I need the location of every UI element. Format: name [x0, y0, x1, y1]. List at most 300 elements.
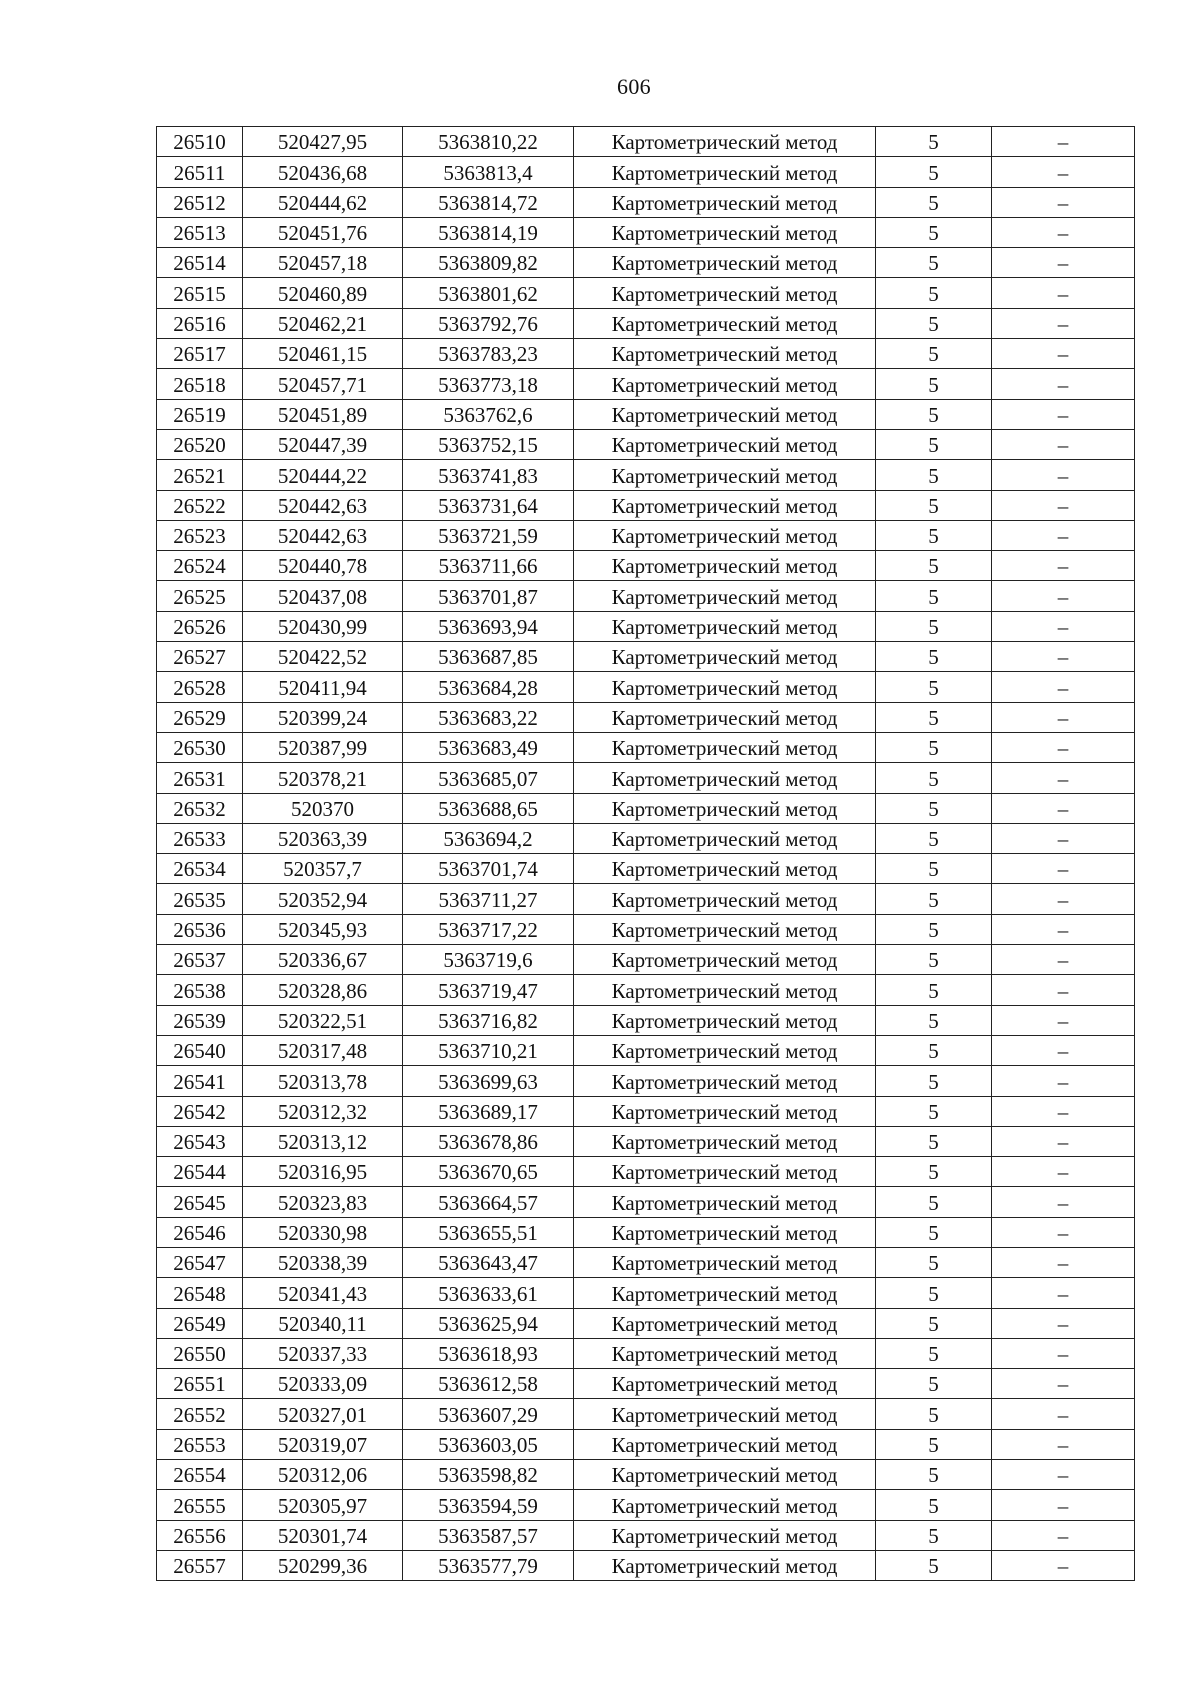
description-cell: – [992, 1550, 1135, 1580]
table-row [157, 884, 1135, 914]
y-coordinate-cell: 5363678,86 [403, 1126, 574, 1156]
description-cell: – [992, 1369, 1135, 1399]
method-cell: Картометрический метод [574, 490, 876, 520]
description-cell: – [992, 1157, 1135, 1187]
precision-cell: 5 [876, 884, 992, 914]
method-cell: Картометрический метод [574, 1308, 876, 1338]
point-number-cell: 26538 [157, 975, 243, 1005]
precision-cell: 5 [876, 157, 992, 187]
x-coordinate-cell: 520427,95 [243, 127, 403, 157]
x-coordinate-cell: 520330,98 [243, 1217, 403, 1247]
description-cell: – [992, 763, 1135, 793]
x-coordinate-cell: 520327,01 [243, 1399, 403, 1429]
method-cell: Картометрический метод [574, 1429, 876, 1459]
method-cell: Картометрический метод [574, 1187, 876, 1217]
y-coordinate-cell: 5363717,22 [403, 914, 574, 944]
table-row [157, 460, 1135, 490]
point-number-cell: 26549 [157, 1308, 243, 1338]
point-number-cell: 26534 [157, 854, 243, 884]
precision-cell: 5 [876, 278, 992, 308]
table-row [157, 1550, 1135, 1580]
method-cell: Картометрический метод [574, 248, 876, 278]
method-cell: Картометрический метод [574, 581, 876, 611]
x-coordinate-cell: 520299,36 [243, 1550, 403, 1580]
point-number-cell: 26543 [157, 1126, 243, 1156]
point-number-cell: 26545 [157, 1187, 243, 1217]
method-cell: Картометрический метод [574, 1126, 876, 1156]
description-cell: – [992, 187, 1135, 217]
precision-cell: 5 [876, 460, 992, 490]
description-cell: – [992, 490, 1135, 520]
table-row [157, 1490, 1135, 1520]
y-coordinate-cell: 5363701,74 [403, 854, 574, 884]
precision-cell: 5 [876, 520, 992, 550]
x-coordinate-cell: 520442,63 [243, 490, 403, 520]
method-cell: Картометрический метод [574, 732, 876, 762]
table-row [157, 1429, 1135, 1459]
x-coordinate-cell: 520370 [243, 793, 403, 823]
method-cell: Картометрический метод [574, 1460, 876, 1490]
description-cell: – [992, 520, 1135, 550]
description-cell: – [992, 157, 1135, 187]
x-coordinate-cell: 520341,43 [243, 1278, 403, 1308]
table-row [157, 399, 1135, 429]
x-coordinate-cell: 520312,06 [243, 1460, 403, 1490]
description-cell: – [992, 217, 1135, 247]
method-cell: Картометрический метод [574, 187, 876, 217]
description-cell: – [992, 914, 1135, 944]
point-number-cell: 26539 [157, 1005, 243, 1035]
table-row [157, 429, 1135, 459]
method-cell: Картометрический метод [574, 1035, 876, 1065]
x-coordinate-cell: 520387,99 [243, 732, 403, 762]
method-cell: Картометрический метод [574, 460, 876, 490]
y-coordinate-cell: 5363594,59 [403, 1490, 574, 1520]
table-row [157, 763, 1135, 793]
description-cell: – [992, 884, 1135, 914]
table-row [157, 1217, 1135, 1247]
method-cell: Картометрический метод [574, 884, 876, 914]
table-row [157, 823, 1135, 853]
precision-cell: 5 [876, 945, 992, 975]
description-cell: – [992, 1005, 1135, 1035]
table-row [157, 793, 1135, 823]
method-cell: Картометрический метод [574, 945, 876, 975]
table-row [157, 520, 1135, 550]
table-row [157, 339, 1135, 369]
precision-cell: 5 [876, 551, 992, 581]
description-cell: – [992, 369, 1135, 399]
table-row [157, 1278, 1135, 1308]
y-coordinate-cell: 5363683,22 [403, 702, 574, 732]
point-number-cell: 26540 [157, 1035, 243, 1065]
page-number: 606 [617, 74, 651, 99]
description-cell: – [992, 551, 1135, 581]
y-coordinate-cell: 5363719,6 [403, 945, 574, 975]
y-coordinate-cell: 5363719,47 [403, 975, 574, 1005]
point-number-cell: 26521 [157, 460, 243, 490]
method-cell: Картометрический метод [574, 975, 876, 1005]
y-coordinate-cell: 5363607,29 [403, 1399, 574, 1429]
y-coordinate-cell: 5363809,82 [403, 248, 574, 278]
x-coordinate-cell: 520430,99 [243, 611, 403, 641]
y-coordinate-cell: 5363655,51 [403, 1217, 574, 1247]
method-cell: Картометрический метод [574, 1369, 876, 1399]
x-coordinate-cell: 520319,07 [243, 1429, 403, 1459]
point-number-cell: 26544 [157, 1157, 243, 1187]
precision-cell: 5 [876, 429, 992, 459]
point-number-cell: 26515 [157, 278, 243, 308]
y-coordinate-cell: 5363693,94 [403, 611, 574, 641]
precision-cell: 5 [876, 914, 992, 944]
y-coordinate-cell: 5363618,93 [403, 1338, 574, 1368]
method-cell: Картометрический метод [574, 672, 876, 702]
y-coordinate-cell: 5363731,64 [403, 490, 574, 520]
precision-cell: 5 [876, 399, 992, 429]
method-cell: Картометрический метод [574, 127, 876, 157]
description-cell: – [992, 127, 1135, 157]
precision-cell: 5 [876, 1369, 992, 1399]
y-coordinate-cell: 5363814,19 [403, 217, 574, 247]
precision-cell: 5 [876, 1066, 992, 1096]
description-cell: – [992, 1247, 1135, 1277]
y-coordinate-cell: 5363710,21 [403, 1035, 574, 1065]
x-coordinate-cell: 520437,08 [243, 581, 403, 611]
table-row [157, 490, 1135, 520]
description-cell: – [992, 1399, 1135, 1429]
point-number-cell: 26555 [157, 1490, 243, 1520]
precision-cell: 5 [876, 1278, 992, 1308]
method-cell: Картометрический метод [574, 854, 876, 884]
coordinates-table [156, 126, 1135, 1581]
method-cell: Картометрический метод [574, 1490, 876, 1520]
method-cell: Картометрический метод [574, 339, 876, 369]
y-coordinate-cell: 5363721,59 [403, 520, 574, 550]
description-cell: – [992, 399, 1135, 429]
x-coordinate-cell: 520345,93 [243, 914, 403, 944]
method-cell: Картометрический метод [574, 551, 876, 581]
x-coordinate-cell: 520317,48 [243, 1035, 403, 1065]
x-coordinate-cell: 520444,22 [243, 460, 403, 490]
description-cell: – [992, 278, 1135, 308]
precision-cell: 5 [876, 1126, 992, 1156]
precision-cell: 5 [876, 1247, 992, 1277]
table-row [157, 308, 1135, 338]
method-cell: Картометрический метод [574, 369, 876, 399]
precision-cell: 5 [876, 1187, 992, 1217]
x-coordinate-cell: 520451,89 [243, 399, 403, 429]
point-number-cell: 26548 [157, 1278, 243, 1308]
point-number-cell: 26524 [157, 551, 243, 581]
coordinates-table-body [157, 127, 1135, 1581]
precision-cell: 5 [876, 127, 992, 157]
precision-cell: 5 [876, 1460, 992, 1490]
point-number-cell: 26530 [157, 732, 243, 762]
method-cell: Картометрический метод [574, 914, 876, 944]
description-cell: – [992, 248, 1135, 278]
description-cell: – [992, 308, 1135, 338]
precision-cell: 5 [876, 793, 992, 823]
x-coordinate-cell: 520447,39 [243, 429, 403, 459]
table-row [157, 369, 1135, 399]
point-number-cell: 26547 [157, 1247, 243, 1277]
x-coordinate-cell: 520336,67 [243, 945, 403, 975]
x-coordinate-cell: 520313,78 [243, 1066, 403, 1096]
point-number-cell: 26546 [157, 1217, 243, 1247]
y-coordinate-cell: 5363643,47 [403, 1247, 574, 1277]
x-coordinate-cell: 520340,11 [243, 1308, 403, 1338]
table-row [157, 975, 1135, 1005]
point-number-cell: 26514 [157, 248, 243, 278]
table-row [157, 1126, 1135, 1156]
point-number-cell: 26519 [157, 399, 243, 429]
precision-cell: 5 [876, 248, 992, 278]
y-coordinate-cell: 5363711,27 [403, 884, 574, 914]
table-row [157, 581, 1135, 611]
table-row [157, 732, 1135, 762]
point-number-cell: 26552 [157, 1399, 243, 1429]
x-coordinate-cell: 520399,24 [243, 702, 403, 732]
y-coordinate-cell: 5363670,65 [403, 1157, 574, 1187]
x-coordinate-cell: 520338,39 [243, 1247, 403, 1277]
description-cell: – [992, 1217, 1135, 1247]
point-number-cell: 26520 [157, 429, 243, 459]
precision-cell: 5 [876, 1338, 992, 1368]
point-number-cell: 26542 [157, 1096, 243, 1126]
description-cell: – [992, 793, 1135, 823]
precision-cell: 5 [876, 854, 992, 884]
x-coordinate-cell: 520411,94 [243, 672, 403, 702]
description-cell: – [992, 429, 1135, 459]
point-number-cell: 26529 [157, 702, 243, 732]
y-coordinate-cell: 5363699,63 [403, 1066, 574, 1096]
table-row [157, 945, 1135, 975]
method-cell: Картометрический метод [574, 1338, 876, 1368]
precision-cell: 5 [876, 672, 992, 702]
y-coordinate-cell: 5363762,6 [403, 399, 574, 429]
x-coordinate-cell: 520461,15 [243, 339, 403, 369]
table-row [157, 702, 1135, 732]
precision-cell: 5 [876, 369, 992, 399]
y-coordinate-cell: 5363783,23 [403, 339, 574, 369]
point-number-cell: 26537 [157, 945, 243, 975]
point-number-cell: 26523 [157, 520, 243, 550]
method-cell: Картометрический метод [574, 611, 876, 641]
point-number-cell: 26516 [157, 308, 243, 338]
y-coordinate-cell: 5363741,83 [403, 460, 574, 490]
x-coordinate-cell: 520312,32 [243, 1096, 403, 1126]
precision-cell: 5 [876, 1308, 992, 1338]
table-row [157, 611, 1135, 641]
table-row [157, 551, 1135, 581]
x-coordinate-cell: 520301,74 [243, 1520, 403, 1550]
y-coordinate-cell: 5363603,05 [403, 1429, 574, 1459]
description-cell: – [992, 672, 1135, 702]
y-coordinate-cell: 5363689,17 [403, 1096, 574, 1126]
y-coordinate-cell: 5363687,85 [403, 642, 574, 672]
description-cell: – [992, 854, 1135, 884]
y-coordinate-cell: 5363810,22 [403, 127, 574, 157]
y-coordinate-cell: 5363612,58 [403, 1369, 574, 1399]
x-coordinate-cell: 520436,68 [243, 157, 403, 187]
point-number-cell: 26517 [157, 339, 243, 369]
description-cell: – [992, 1035, 1135, 1065]
table-row [157, 854, 1135, 884]
y-coordinate-cell: 5363813,4 [403, 157, 574, 187]
x-coordinate-cell: 520451,76 [243, 217, 403, 247]
x-coordinate-cell: 520305,97 [243, 1490, 403, 1520]
point-number-cell: 26533 [157, 823, 243, 853]
precision-cell: 5 [876, 611, 992, 641]
method-cell: Картометрический метод [574, 1005, 876, 1035]
table-row [157, 1338, 1135, 1368]
description-cell: – [992, 581, 1135, 611]
point-number-cell: 26526 [157, 611, 243, 641]
x-coordinate-cell: 520457,71 [243, 369, 403, 399]
precision-cell: 5 [876, 217, 992, 247]
table-row [157, 278, 1135, 308]
y-coordinate-cell: 5363694,2 [403, 823, 574, 853]
table-row [157, 1005, 1135, 1035]
table-row [157, 248, 1135, 278]
description-cell: – [992, 1308, 1135, 1338]
description-cell: – [992, 1187, 1135, 1217]
method-cell: Картометрический метод [574, 1399, 876, 1429]
table-row [157, 1247, 1135, 1277]
point-number-cell: 26536 [157, 914, 243, 944]
precision-cell: 5 [876, 187, 992, 217]
method-cell: Картометрический метод [574, 793, 876, 823]
table-row [157, 1369, 1135, 1399]
precision-cell: 5 [876, 339, 992, 369]
table-row [157, 1066, 1135, 1096]
table-row [157, 642, 1135, 672]
point-number-cell: 26557 [157, 1550, 243, 1580]
y-coordinate-cell: 5363711,66 [403, 551, 574, 581]
y-coordinate-cell: 5363684,28 [403, 672, 574, 702]
x-coordinate-cell: 520328,86 [243, 975, 403, 1005]
y-coordinate-cell: 5363685,07 [403, 763, 574, 793]
x-coordinate-cell: 520352,94 [243, 884, 403, 914]
x-coordinate-cell: 520323,83 [243, 1187, 403, 1217]
x-coordinate-cell: 520378,21 [243, 763, 403, 793]
method-cell: Картометрический метод [574, 217, 876, 247]
x-coordinate-cell: 520440,78 [243, 551, 403, 581]
description-cell: – [992, 1460, 1135, 1490]
point-number-cell: 26511 [157, 157, 243, 187]
y-coordinate-cell: 5363625,94 [403, 1308, 574, 1338]
precision-cell: 5 [876, 763, 992, 793]
y-coordinate-cell: 5363664,57 [403, 1187, 574, 1217]
description-cell: – [992, 1520, 1135, 1550]
method-cell: Картометрический метод [574, 1066, 876, 1096]
table-row [157, 127, 1135, 157]
method-cell: Картометрический метод [574, 763, 876, 793]
table-row [157, 157, 1135, 187]
point-number-cell: 26522 [157, 490, 243, 520]
y-coordinate-cell: 5363633,61 [403, 1278, 574, 1308]
x-coordinate-cell: 520363,39 [243, 823, 403, 853]
precision-cell: 5 [876, 823, 992, 853]
method-cell: Картометрический метод [574, 1550, 876, 1580]
table-row [157, 1187, 1135, 1217]
y-coordinate-cell: 5363716,82 [403, 1005, 574, 1035]
table-row [157, 1157, 1135, 1187]
precision-cell: 5 [876, 642, 992, 672]
precision-cell: 5 [876, 1217, 992, 1247]
method-cell: Картометрический метод [574, 399, 876, 429]
y-coordinate-cell: 5363701,87 [403, 581, 574, 611]
x-coordinate-cell: 520357,7 [243, 854, 403, 884]
precision-cell: 5 [876, 1429, 992, 1459]
y-coordinate-cell: 5363683,49 [403, 732, 574, 762]
method-cell: Картометрический метод [574, 1247, 876, 1277]
x-coordinate-cell: 520322,51 [243, 1005, 403, 1035]
description-cell: – [992, 1066, 1135, 1096]
precision-cell: 5 [876, 1520, 992, 1550]
x-coordinate-cell: 520460,89 [243, 278, 403, 308]
y-coordinate-cell: 5363792,76 [403, 308, 574, 338]
point-number-cell: 26535 [157, 884, 243, 914]
y-coordinate-cell: 5363598,82 [403, 1460, 574, 1490]
point-number-cell: 26518 [157, 369, 243, 399]
x-coordinate-cell: 520333,09 [243, 1369, 403, 1399]
table-row [157, 1035, 1135, 1065]
description-cell: – [992, 1278, 1135, 1308]
table-row [157, 187, 1135, 217]
description-cell: – [992, 1338, 1135, 1368]
method-cell: Картометрический метод [574, 1278, 876, 1308]
method-cell: Картометрический метод [574, 308, 876, 338]
precision-cell: 5 [876, 732, 992, 762]
precision-cell: 5 [876, 1005, 992, 1035]
precision-cell: 5 [876, 1399, 992, 1429]
description-cell: – [992, 823, 1135, 853]
method-cell: Картометрический метод [574, 823, 876, 853]
table-row [157, 217, 1135, 247]
x-coordinate-cell: 520444,62 [243, 187, 403, 217]
method-cell: Картометрический метод [574, 702, 876, 732]
x-coordinate-cell: 520442,63 [243, 520, 403, 550]
description-cell: – [992, 732, 1135, 762]
x-coordinate-cell: 520422,52 [243, 642, 403, 672]
point-number-cell: 26550 [157, 1338, 243, 1368]
method-cell: Картометрический метод [574, 429, 876, 459]
table-row [157, 914, 1135, 944]
point-number-cell: 26525 [157, 581, 243, 611]
y-coordinate-cell: 5363773,18 [403, 369, 574, 399]
table-row [157, 1096, 1135, 1126]
point-number-cell: 26510 [157, 127, 243, 157]
y-coordinate-cell: 5363587,57 [403, 1520, 574, 1550]
table-row [157, 1520, 1135, 1550]
point-number-cell: 26554 [157, 1460, 243, 1490]
table-row [157, 1308, 1135, 1338]
description-cell: – [992, 642, 1135, 672]
y-coordinate-cell: 5363752,15 [403, 429, 574, 459]
table-row [157, 1460, 1135, 1490]
point-number-cell: 26528 [157, 672, 243, 702]
precision-cell: 5 [876, 1096, 992, 1126]
y-coordinate-cell: 5363801,62 [403, 278, 574, 308]
point-number-cell: 26512 [157, 187, 243, 217]
precision-cell: 5 [876, 1490, 992, 1520]
precision-cell: 5 [876, 308, 992, 338]
precision-cell: 5 [876, 581, 992, 611]
description-cell: – [992, 975, 1135, 1005]
y-coordinate-cell: 5363688,65 [403, 793, 574, 823]
method-cell: Картометрический метод [574, 1217, 876, 1247]
